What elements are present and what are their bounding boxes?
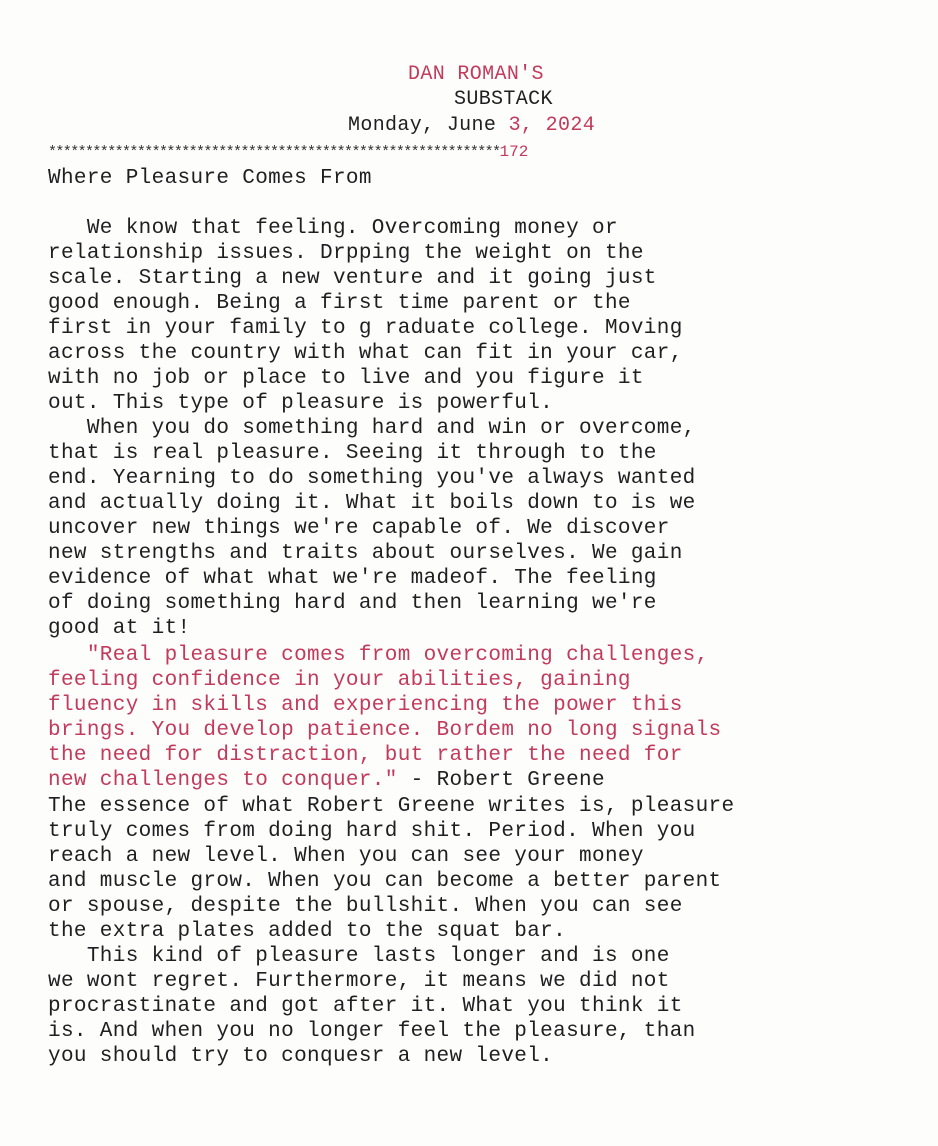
body-line: new strengths and traits about ourselves. We gain bbox=[48, 542, 683, 565]
closing-line: truly comes from doing hard shit. Period. When you bbox=[48, 820, 696, 843]
article-title: Where Pleasure Comes From bbox=[48, 167, 372, 190]
body-line: with no job or place to live and you figure it bbox=[48, 367, 644, 390]
body-line: that is real pleasure. Seeing it through to the bbox=[48, 442, 657, 465]
date-line bbox=[348, 113, 595, 138]
body-line: end. Yearning to do something you've always wanted bbox=[48, 467, 696, 490]
quote-final-line bbox=[48, 768, 605, 793]
quote-line: brings. You develop patience. Bordem no long signals bbox=[48, 719, 722, 742]
star-divider bbox=[48, 140, 528, 165]
closing-line: procrastinate and got after it. What you think it bbox=[48, 995, 683, 1018]
issue-number: 172 bbox=[499, 143, 529, 161]
body-line: of doing something hard and then learning we're bbox=[48, 592, 657, 615]
body-line: When you do something hard and win or overcome, bbox=[48, 417, 696, 440]
date-prefix: Monday, June bbox=[348, 114, 509, 137]
quote-attribution: - Robert Greene bbox=[397, 769, 605, 792]
body-line: relationship issues. Drpping the weight on the bbox=[48, 242, 644, 265]
body-line: across the country with what can fit in your car, bbox=[48, 342, 683, 365]
quote-line: the need for distraction, but rather the need for bbox=[48, 744, 683, 767]
quote-line: feeling confidence in your abilities, gaining bbox=[48, 669, 631, 692]
publication-name: SUBSTACK bbox=[454, 88, 553, 111]
closing-line: or spouse, despite the bullshit. When you can see bbox=[48, 895, 683, 918]
body-line: and actually doing it. What it boils down to is we bbox=[48, 492, 696, 515]
closing-line: the extra plates added to the squat bar. bbox=[48, 920, 567, 943]
closing-line: The essence of what Robert Greene writes is, pleasure bbox=[48, 795, 735, 818]
closing-line: reach a new level. When you can see your money bbox=[48, 845, 644, 868]
body-line: good at it! bbox=[48, 617, 191, 640]
closing-line: you should try to conquesr a new level. bbox=[48, 1045, 554, 1068]
quote-line: "Real pleasure comes from overcoming challenges, bbox=[48, 644, 709, 667]
date-day: 3, bbox=[508, 114, 534, 137]
body-line: first in your family to g raduate college. Moving bbox=[48, 317, 683, 340]
author-name: DAN ROMAN'S bbox=[408, 63, 544, 86]
quote-line: fluency in skills and experiencing the power this bbox=[48, 694, 683, 717]
quote-end: new challenges to conquer." bbox=[48, 769, 398, 792]
body-line: uncover new things we're capable of. We discover bbox=[48, 517, 670, 540]
closing-line: and muscle grow. When you can become a better parent bbox=[48, 870, 722, 893]
body-line: out. This type of pleasure is powerful. bbox=[48, 392, 554, 415]
body-line: scale. Starting a new venture and it going just bbox=[48, 267, 657, 290]
body-line: good enough. Being a first time parent or the bbox=[48, 292, 631, 315]
body-line: We know that feeling. Overcoming money or bbox=[48, 217, 618, 240]
divider-stars: ************************************************************* bbox=[48, 144, 500, 161]
closing-line: This kind of pleasure lasts longer and is one bbox=[48, 945, 670, 968]
closing-line: we wont regret. Furthermore, it means we did not bbox=[48, 970, 670, 993]
closing-line: is. And when you no longer feel the pleasure, than bbox=[48, 1020, 696, 1043]
date-year: 2024 bbox=[545, 114, 596, 137]
body-line: evidence of what what we're madeof. The feeling bbox=[48, 567, 657, 590]
